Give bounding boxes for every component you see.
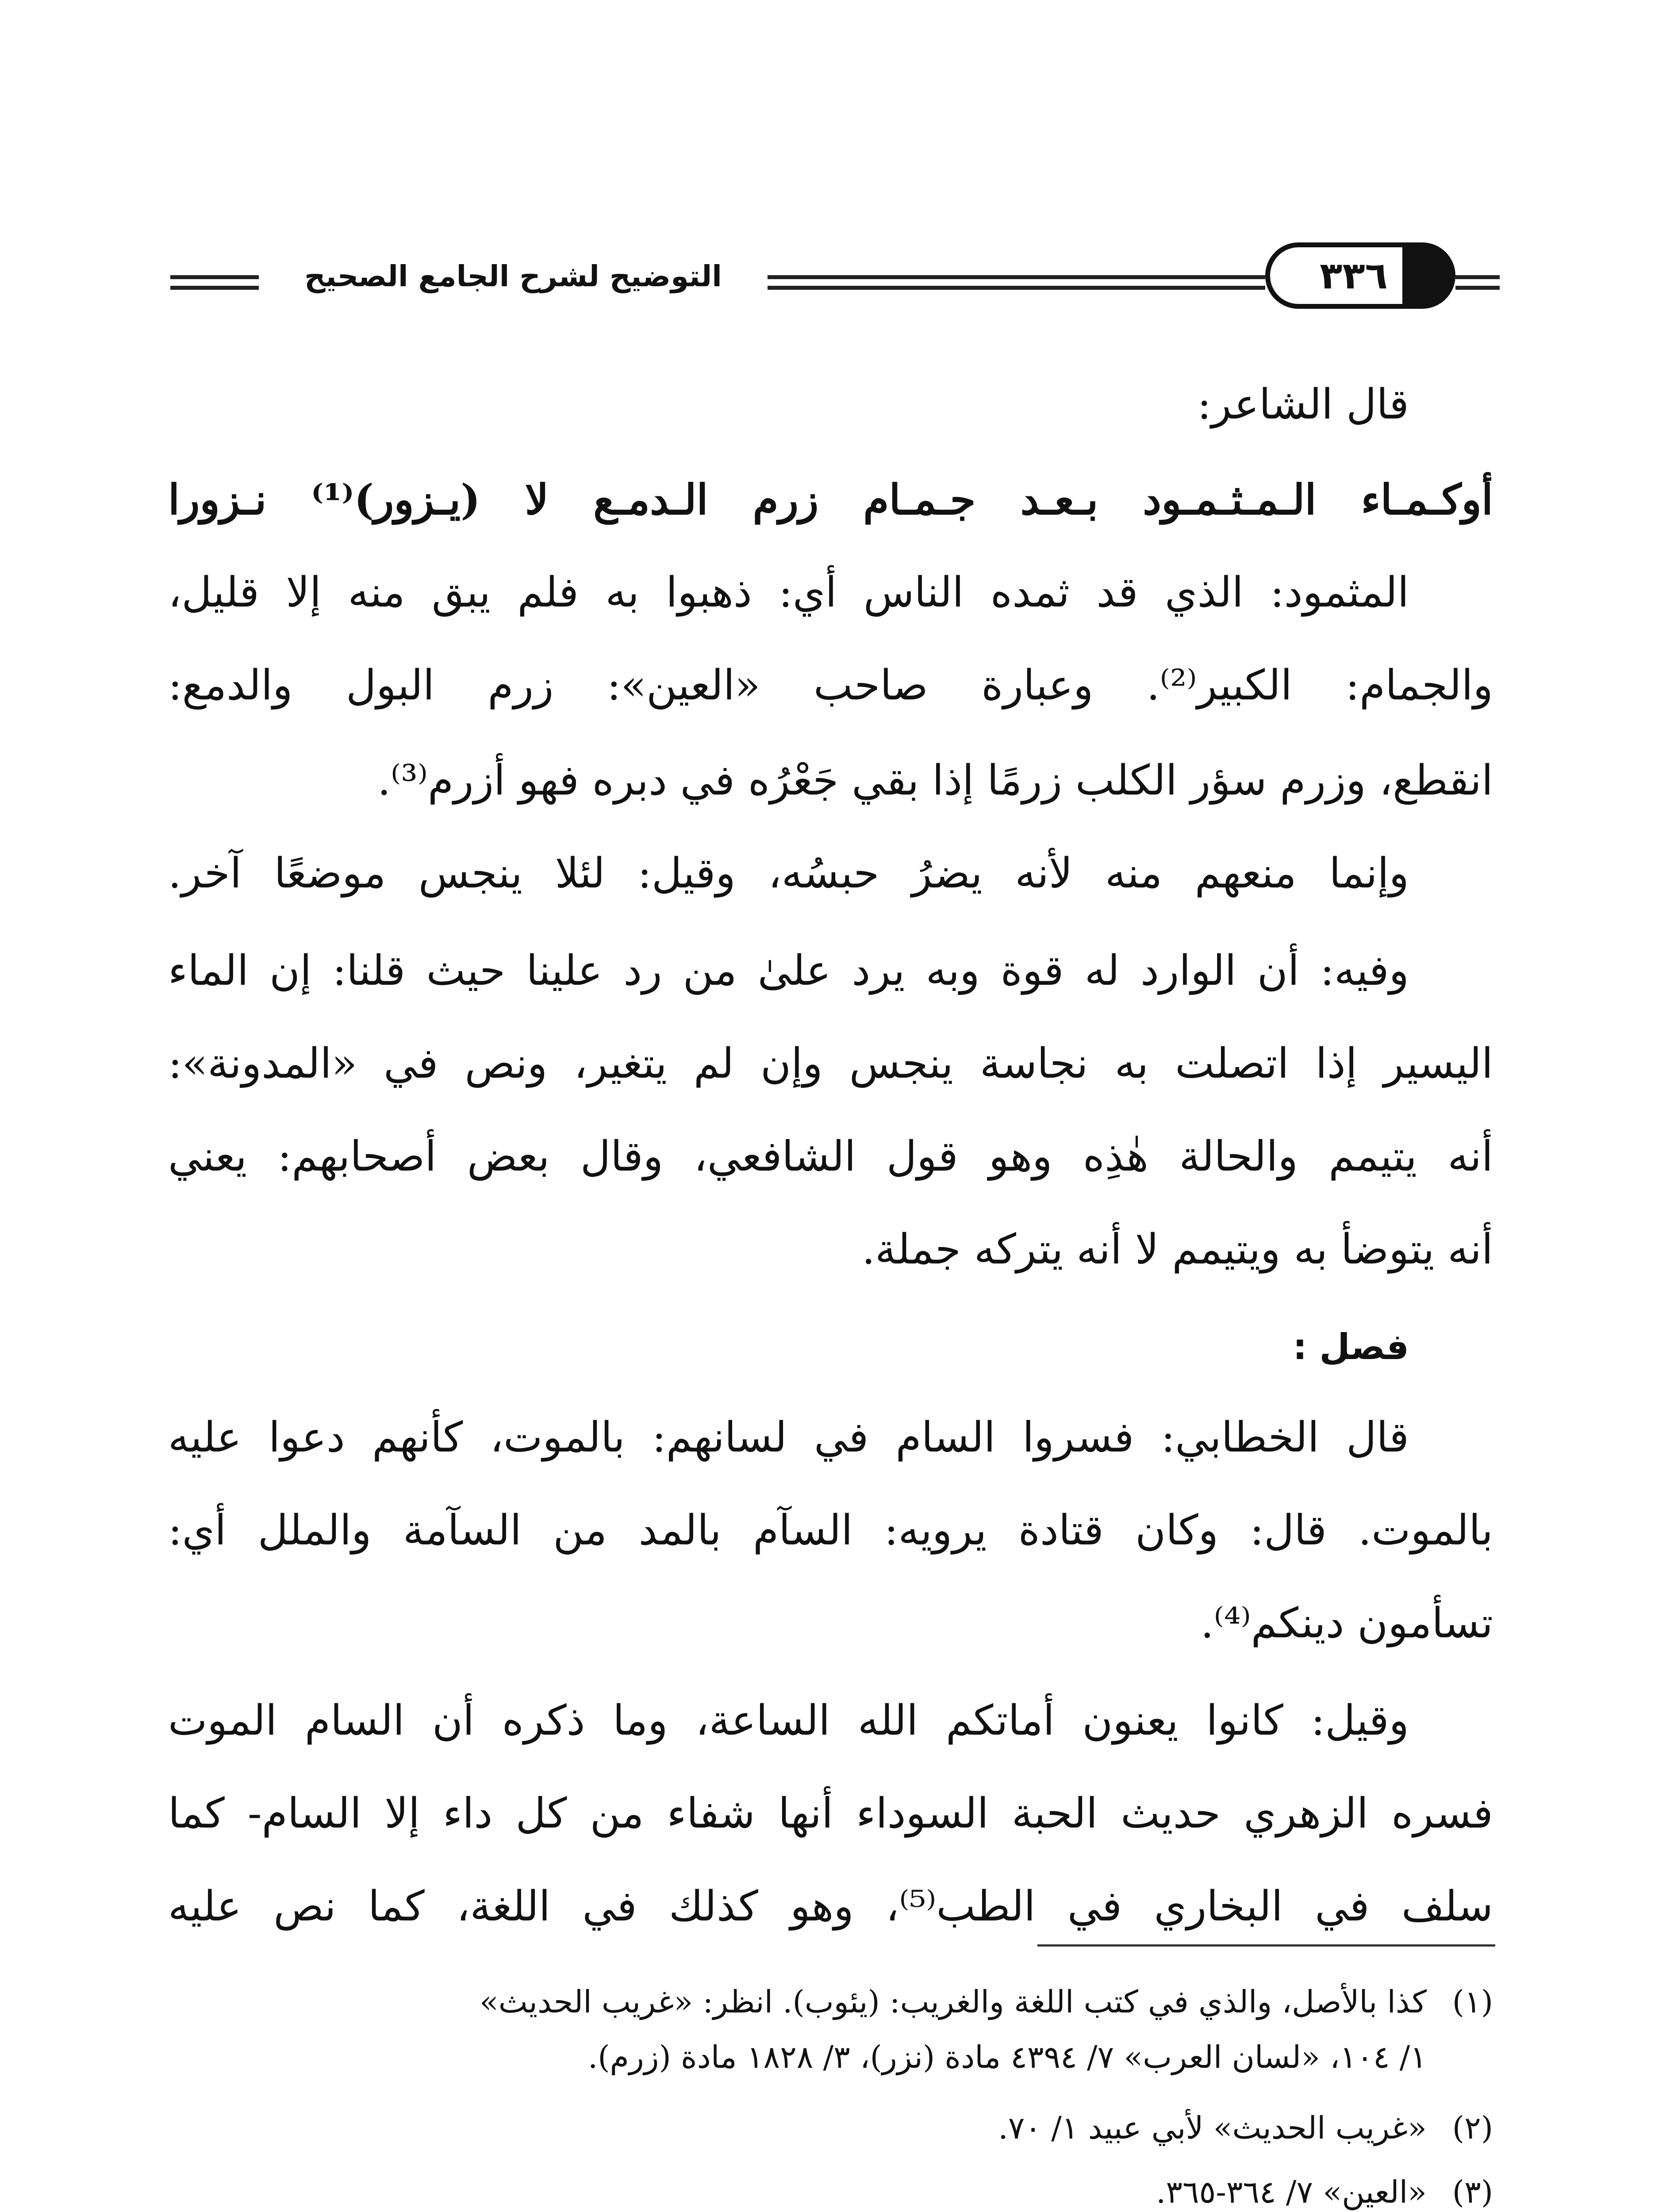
header-rule-left-bottom bbox=[170, 286, 259, 290]
header-rule-right-bottom bbox=[1455, 286, 1500, 290]
footnote-number: (٣) bbox=[1452, 2174, 1493, 2210]
section-heading: فصل : bbox=[1293, 1326, 1409, 1367]
footnote-1-continued bbox=[168, 2035, 1493, 2079]
footnote-3 bbox=[168, 2170, 1493, 2212]
poem-verse: أوكـمـاء الـمـثـمـود بـعـد جـمـام زرم الـدمـع لا (يـزور)⁽¹⁾ نـزورا bbox=[168, 476, 1493, 524]
body-line: تسأمون دينكم⁽⁴⁾. bbox=[1200, 1599, 1493, 1647]
body-line: اليسير إذا اتصلت به نجاسة ينجس وإن لم يتغير، ونص في «المدونة»: bbox=[168, 1040, 1493, 1088]
body-line: بالموت. قال: وكان قتادة يرويه: السآم بالمد من السآمة والملل أي: bbox=[168, 1506, 1493, 1555]
footnote-separator bbox=[1037, 1944, 1495, 1947]
footnote-text: «غريب الحديث» لأبي عبيد ١/ ٧٠. bbox=[998, 2110, 1427, 2146]
header-rule-left-top bbox=[170, 275, 259, 279]
header-rule-mid-top bbox=[768, 275, 1265, 279]
footnote-text: «العين» ٧/ ٣٦٤-٣٦٥. bbox=[1156, 2174, 1427, 2210]
body-line: أنه يتوضأ به ويتيمم لا أنه يتركه جملة. bbox=[862, 1225, 1493, 1274]
body-line: قال الخطابي: فسروا السام في لسانهم: بالموت، كأنهم دعوا عليه bbox=[168, 1413, 1409, 1462]
footnote-number: (٢) bbox=[1452, 2110, 1493, 2146]
footnote-2 bbox=[168, 2106, 1493, 2150]
body-line: سلف في البخاري في الطب⁽⁵⁾، وهو كذلك في اللغة، كما نص عليه bbox=[168, 1882, 1493, 1931]
body-line: وقيل: كانوا يعنون أماتكم الله الساعة، وما ذكره أن السام الموت bbox=[168, 1697, 1409, 1745]
body-line: والجمام: الكبير⁽²⁾. وعبارة صاحب «العين»: زرم البول والدمع: bbox=[168, 661, 1493, 710]
body-line: فسره الزهري حديث الحبة السوداء أنها شفاء من كل داء إلا السام- كما bbox=[168, 1790, 1493, 1838]
footnote-number: (١) bbox=[1452, 1984, 1493, 2020]
body-line: وإنما منعهم منه لأنه يضرُ حبسُه، وقيل: لئلا ينجس موضعًا آخر. bbox=[168, 849, 1409, 898]
page-number: ٣٣٦ bbox=[1320, 254, 1388, 297]
header-rule-right-top bbox=[1455, 275, 1500, 279]
running-header-title: التوضيح لشرح الجامع الصحيح bbox=[304, 259, 722, 293]
body-line: وفيه: أن الوارد له قوة وبه يرد علىٰ من رد علينا حيث قلنا: إن الماء bbox=[168, 947, 1409, 995]
body-line: قال الشاعر: bbox=[1197, 380, 1409, 429]
footnote-1 bbox=[168, 1980, 1493, 2024]
body-line: المثمود: الذي قد ثمده الناس أي: ذهبوا به فلم يبق منه إلا قليل، bbox=[168, 568, 1409, 617]
body-line: أنه يتيمم والحالة هٰذِه وهو قول الشافعي، وقال بعض أصحابهم: يعني bbox=[168, 1133, 1493, 1181]
header-rule-mid-bottom bbox=[768, 286, 1265, 290]
body-line: انقطع، وزرم سؤر الكلب زرمًا إذا بقي جَعْرُه في دبره فهو أزرم⁽³⁾. bbox=[377, 757, 1493, 805]
footnote-text: ١/ ١٠٤، «لسان العرب» ٧/ ٤٣٩٤ مادة (نزر)، ٣/ ١٨٢٨ مادة (زرم). bbox=[587, 2039, 1427, 2075]
page-number-badge-cap bbox=[1402, 242, 1455, 309]
footnote-text: كذا بالأصل، والذي في كتب اللغة والغريب: (يئوب). انظر: «غريب الحديث» bbox=[479, 1984, 1427, 2020]
